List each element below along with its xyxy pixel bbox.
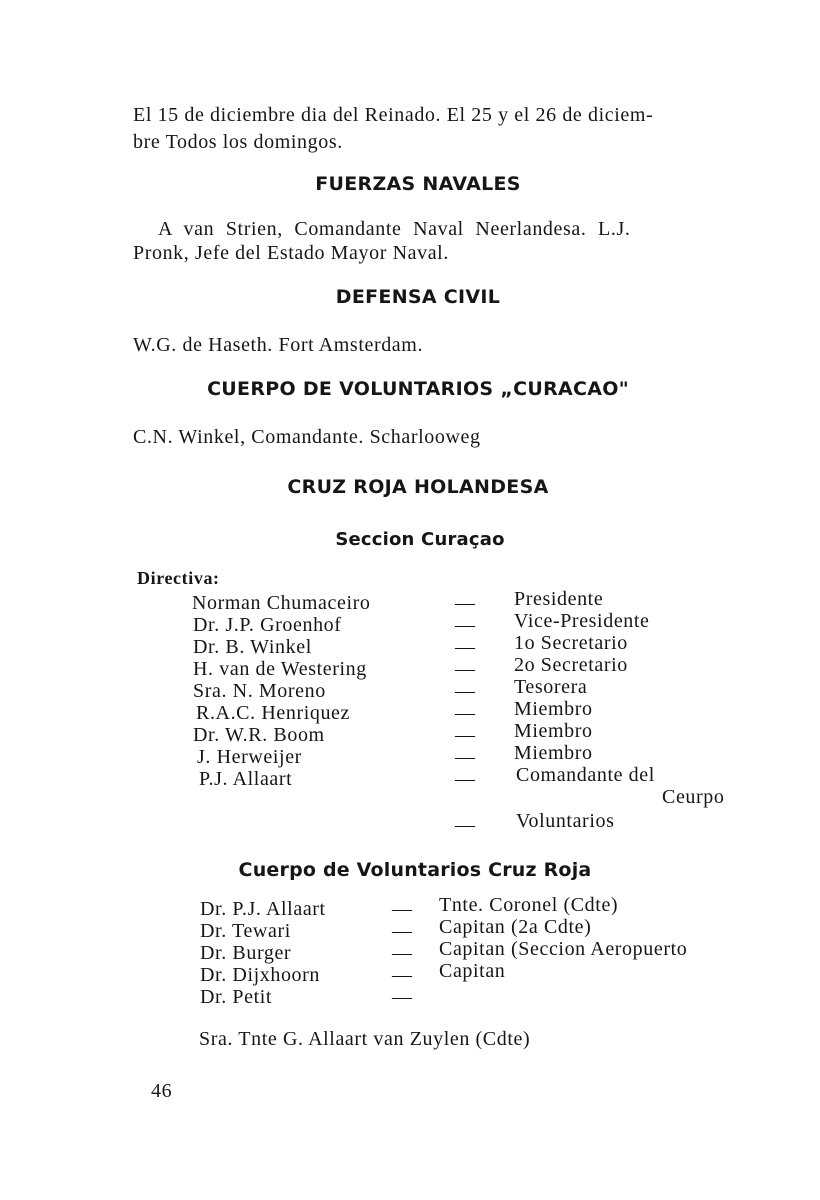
separator-dash: — (455, 702, 475, 724)
directiva-label: Directiva: (137, 568, 220, 588)
member-name: Dr. Petit (200, 986, 273, 1008)
member-name: P.J. Allaart (199, 768, 293, 790)
heading-fuerzas-navales: FUERZAS NAVALES (315, 173, 521, 195)
member-name: J. Herweijer (197, 746, 302, 768)
separator-dash: — (455, 614, 475, 636)
member-name: H. van de Westering (193, 658, 367, 680)
separator-dash: — (455, 724, 475, 746)
heading-defensa-civil: DEFENSA CIVIL (335, 286, 501, 308)
directiva-row (0, 588, 820, 614)
member-role: 1o Secretario (514, 632, 628, 654)
page-number: 46 (151, 1080, 173, 1102)
member-role: Capitan (Seccion Aeropuerto (439, 938, 688, 960)
member-name: Sra. N. Moreno (193, 680, 326, 702)
heading-cuerpo-voluntarios-cruz-roja: Cuerpo de Voluntarios Cruz Roja (238, 859, 592, 881)
member-role: Capitan (2a Cdte) (439, 916, 592, 938)
member-name: Dr. W.R. Boom (193, 724, 325, 746)
defensa-civil-line-1: W.G. de Haseth. Fort Amsterdam. (133, 334, 424, 356)
separator-dash: — (455, 636, 475, 658)
separator-dash: — (455, 658, 475, 680)
separator-dash: — (392, 942, 412, 964)
member-name: R.A.C. Henriquez (196, 702, 351, 724)
separator-dash: — (392, 964, 412, 986)
member-name: Dr. P.J. Allaart (200, 898, 326, 920)
separator-dash: — (455, 768, 475, 790)
voluntarios-row (0, 960, 820, 986)
separator-dash: — (455, 746, 475, 768)
directiva-row (0, 632, 820, 658)
separator-dash: — (392, 898, 412, 920)
voluntarios-row (0, 938, 820, 964)
member-role: Voluntarios (516, 810, 615, 832)
member-name: Norman Chumaceiro (192, 592, 371, 614)
voluntarios-row (0, 916, 820, 942)
member-role: Tnte. Coronel (Cdte) (439, 894, 619, 916)
directiva-row (0, 698, 820, 724)
intro-line-2: bre Todos los domingos. (133, 131, 343, 153)
member-role: Tesorera (514, 676, 588, 698)
member-role: Vice-Presidente (514, 610, 650, 632)
member-role: Miembro (514, 698, 593, 720)
heading-cuerpo-voluntarios-curacao: CUERPO DE VOLUNTARIOS „CURACAO" (207, 378, 629, 400)
member-role: Comandante del (516, 764, 655, 786)
separator-dash: — (455, 814, 475, 836)
member-name: Dr. Burger (200, 942, 292, 964)
member-name: Dr. Tewari (200, 920, 291, 942)
member-role: Capitan (439, 960, 506, 982)
role-continuation: Ceurpo (662, 786, 725, 808)
section-title-curacao: Seccion Curaçao (335, 529, 505, 550)
voluntarios-row (0, 894, 820, 920)
directiva-row (0, 720, 820, 746)
cuerpo-voluntarios-curacao-line-1: C.N. Winkel, Comandante. Scharlooweg (133, 426, 481, 448)
directiva-row (0, 676, 820, 702)
member-role: Miembro (514, 742, 593, 764)
member-name: Dr. J.P. Groenhof (193, 614, 342, 636)
directiva-row-extra (0, 810, 820, 836)
member-role: Presidente (514, 588, 604, 610)
heading-cruz-roja-holandesa: CRUZ ROJA HOLANDESA (287, 476, 549, 498)
fuerzas-navales-line-1: A van Strien, Comandante Naval Neerlandesa. L.J. (158, 218, 631, 240)
member-name: Dr. Dijxhoorn (200, 964, 321, 986)
directiva-row (0, 654, 820, 680)
separator-dash: — (455, 680, 475, 702)
separator-dash: — (392, 920, 412, 942)
separator-dash: — (392, 986, 412, 1008)
directiva-row (0, 610, 820, 636)
directiva-row (0, 742, 820, 768)
separator-dash: — (455, 592, 475, 614)
voluntarios-row (0, 986, 820, 1008)
intro-line-1: El 15 de diciembre dia del Reinado. El 25 y el 26 de diciem- (133, 104, 654, 126)
member-name: Dr. B. Winkel (193, 636, 312, 658)
member-role: 2o Secretario (514, 654, 628, 676)
member-role: Miembro (514, 720, 593, 742)
footer-line-allaart: Sra. Tnte G. Allaart van Zuylen (Cdte) (199, 1028, 531, 1050)
fuerzas-navales-line-2: Pronk, Jefe del Estado Mayor Naval. (133, 242, 449, 264)
